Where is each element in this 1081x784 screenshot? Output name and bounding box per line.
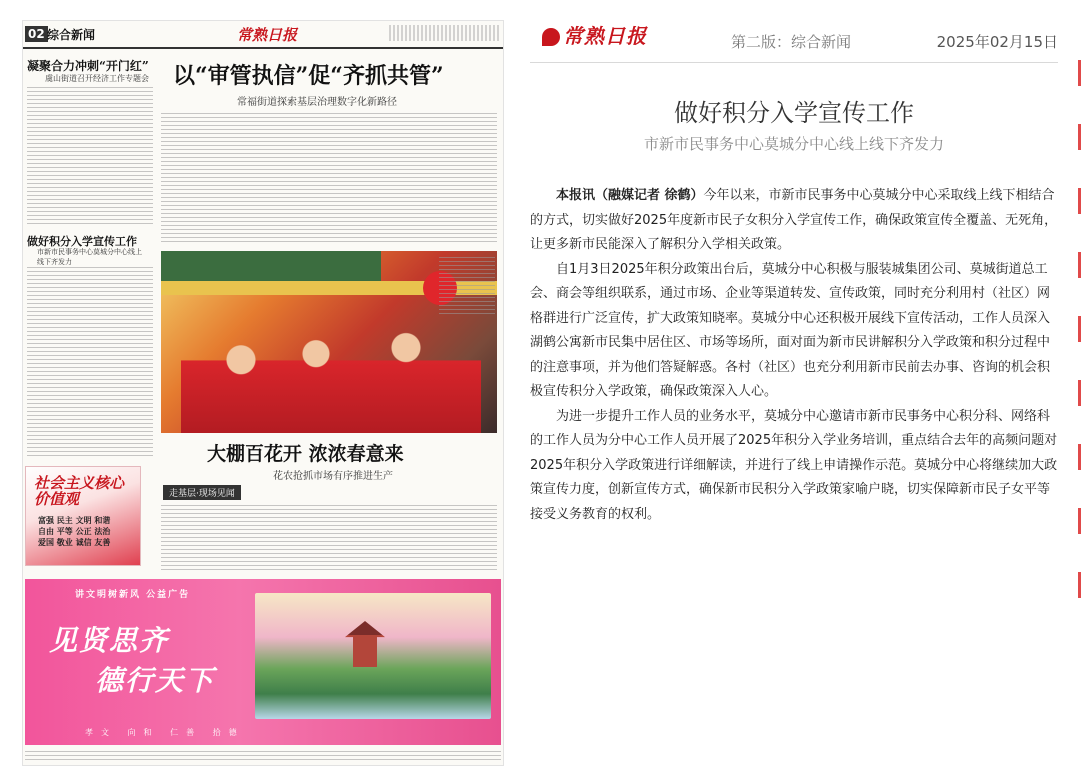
- article-body: [530, 184, 1058, 527]
- edition-label: 第二版：综合新闻: [731, 33, 852, 51]
- photo-shop-sign: [161, 251, 381, 281]
- ad-foot-word: 孝文: [85, 728, 117, 737]
- article-subtitle: 市新市民事务中心莫城分中心线上线下齐发力: [643, 135, 944, 153]
- ad-foot-word: 仁善: [170, 728, 203, 737]
- ad-foot-word: 拾德: [212, 728, 245, 737]
- article-paragraph: 为进一步提升工作人员的业务水平，莫城分中心邀请市新市民事务中心积分科、网络科的工作人员为分中心工作人员开展了2025年积分入学业务培训，重点结合去年的高频问题对2025年积分入学政策进行详细解读，并进行了线上申请操作示范。莫城分中心将继续加大政策宣传力度，创新宣传方式，确保新市民积分入学政策家喻户晓，切实保障新市民子女平等接受义务教育的权利。: [530, 408, 1058, 522]
- thumbnail-left-headline[interactable]: 凝聚合力冲刺“开门红”: [27, 59, 149, 73]
- thumbnail-public-service-ad[interactable]: [25, 579, 501, 745]
- thumbnail-meta-text: [389, 25, 499, 41]
- thumbnail-header: [23, 21, 503, 49]
- article-logo: [542, 20, 647, 49]
- ad-garden-scene: [255, 593, 491, 719]
- thumbnail-page-number: 02: [25, 26, 48, 42]
- article-pane: [530, 0, 1066, 784]
- article-title: 做好积分入学宣传工作: [674, 99, 914, 127]
- thumbnail-main-headline-sub: 常福街道探索基层治理数字化新路径: [237, 97, 397, 108]
- thumbnail-logo: 常熟日报: [237, 26, 298, 44]
- ad-top-label: 讲文明树新风 公益广告: [75, 590, 191, 600]
- article-paragraph: 自1月3日2025年积分政策出台后，莫城分中心积极与服装城集团公司、莫城街道总工会、商会等组织联系，通过市场、企业等渠道转发、宣传政策，同时充分利用村（社区）网格群进行广泛宣传，扩大政策知晓率。莫城分中心还积极开展线下宣传活动，工作人员深入湖鹤公寓新市民集中居住区、市场等场所，面对面为新市民讲解积分入学政策和积分过程中的注意事项，并为他们答疑解惑。各村（社区）也充分利用新市民前去办事、咨询的机会积极宣传积分入学政策，确保政策深入人心。: [530, 261, 1051, 399]
- lead-tag: 本报讯（融媒记者 徐鹤）: [556, 188, 704, 203]
- thumbnail-text-column: [161, 113, 497, 245]
- poster-line: 自由 平等 公正 法治: [38, 527, 111, 536]
- article-paragraph: [530, 184, 1058, 258]
- poster-line: 富强 民主 文明 和谐: [38, 516, 111, 525]
- thumbnail-footer: [25, 751, 501, 761]
- thumbnail-text-column: [161, 505, 497, 573]
- publish-date: 2025年02月15日: [936, 33, 1058, 51]
- ad-pavilion-shape: [345, 621, 385, 667]
- thumbnail-text-column: [27, 267, 153, 457]
- thumbnail-photo-caption: [439, 257, 495, 317]
- thumbnail-left-headline-sub: 虞山街道召开经济工作专题会: [45, 74, 149, 83]
- thumbnail-column-tag: 走基层·现场见闻: [163, 485, 241, 500]
- thumbnail-article-headline-sub: 市新市民事务中心莫城分中心线上线下齐发力: [37, 248, 142, 266]
- thumbnail-bottom-headline-sub: 花农抢抓市场有序推进生产: [273, 471, 393, 482]
- thumbnail-text-column: [27, 87, 153, 227]
- thumbnail-bottom-headline[interactable]: 大棚百花开 浓浓春意来: [207, 443, 404, 465]
- ad-foot-word: 向和: [127, 728, 160, 737]
- thumbnail-section-name: 综合新闻: [47, 28, 96, 42]
- paragraph-text: 今年以来，市新市民事务中心莫城分中心采取线上线下相结合的方式，切实做好2025年度新市民子女积分入学宣传工作，确保政策宣传全覆盖、无死角，让更多新市民能深入了解积分入学相关政策。: [530, 188, 1058, 252]
- ad-title-line-1: 见贤思齐: [49, 624, 170, 657]
- poster-title: 社会主义核心价值观: [34, 474, 125, 508]
- newspaper-page-thumbnail[interactable]: [22, 20, 504, 766]
- poster-line: 爱国 敬业 诚信 友善: [38, 538, 111, 547]
- poster-lines: [38, 515, 128, 548]
- article-logo-text: 常熟日报: [563, 24, 647, 48]
- logo-mark-icon: [542, 28, 560, 46]
- ad-title-line-2: 德行天下: [95, 664, 216, 697]
- thumbnail-article-headline[interactable]: 做好积分入学宣传工作: [27, 235, 137, 248]
- ad-footer-words: [85, 727, 245, 738]
- photo-people: [181, 311, 481, 433]
- header-divider: [530, 62, 1058, 63]
- thumbnail-values-poster[interactable]: [25, 466, 141, 566]
- thumbnail-main-headline[interactable]: 以“审管执信”促“齐抓共管”: [173, 63, 444, 89]
